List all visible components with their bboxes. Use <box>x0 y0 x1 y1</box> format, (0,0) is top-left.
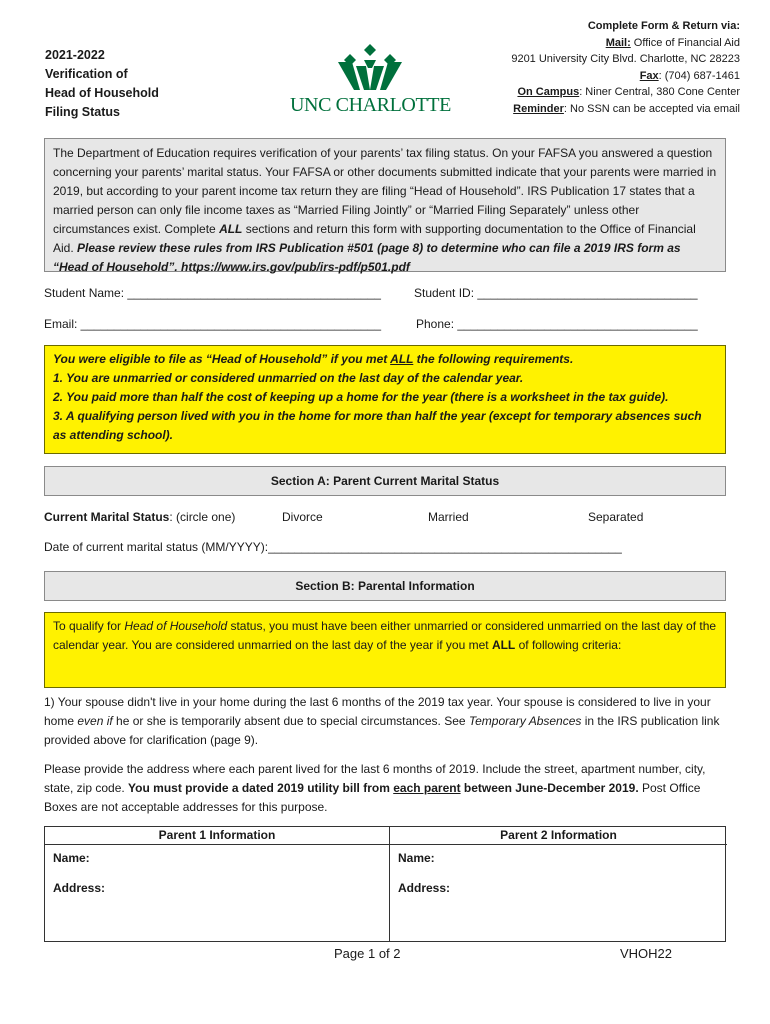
marital-date-field[interactable]: Date of current marital status (MM/YYYY):_____________________________________________________ <box>44 540 622 554</box>
campus-label: On Campus <box>517 86 580 98</box>
marital-status-label: Current Marital Status: (circle one) <box>44 510 236 524</box>
mail-line <box>511 35 740 52</box>
intro-text-b: sections and return this form with supporting documentation to the Office of Financial Aid. <box>53 222 696 255</box>
parent-2-address-field[interactable]: Address: <box>398 881 451 895</box>
requirement-3: 3. A qualifying person lived with you in the home for more than half the year (except for temporary absences such as attending school). <box>53 409 702 442</box>
section-b-header: Section B: Parental Information <box>44 571 726 601</box>
marital-status-row <box>44 510 726 528</box>
parent-1-column <box>45 827 390 941</box>
option-married[interactable]: Married <box>428 510 469 524</box>
spouse-rule: 1) Your spouse didn't live in your home during the last 6 months of the 2019 tax year. Your spouse is considered to live in your home even if he or she is temporarily absent due to special circumstances. See Temporary Absences in the IRS publication link provided above for clarification (page 9). <box>44 695 720 747</box>
address-instructions: Please provide the address where each parent lived for the last 6 months of 2019. Include the street, apartment number, city, state, zip code. You must provide a dated 2019 utility bill from each parent between June-December 2019. Post Office Boxes are not acceptable addresses for this purpose. <box>44 762 706 814</box>
crown-icon <box>334 44 406 94</box>
contact-info <box>511 18 740 117</box>
form-title <box>45 46 159 122</box>
reminder-value: : No SSN can be accepted via email <box>563 102 740 115</box>
option-separated[interactable]: Separated <box>588 510 644 524</box>
requirement-2: 2. You paid more than half the cost of keeping up a home for the year (there is a worksheet in the tax guide). <box>53 390 669 404</box>
email-field[interactable]: Email: _____________________________________________ <box>44 317 381 331</box>
parent-2-header: Parent 2 Information <box>390 827 727 845</box>
fax-label: Fax <box>639 69 659 82</box>
fax-value: : (704) 687-1461 <box>658 69 740 82</box>
requirements-intro: You were eligible to file as “Head of Household” if you met ALL the following requirements. <box>53 352 574 366</box>
section-a-header: Section A: Parent Current Marital Status <box>44 466 726 496</box>
mail-address: 9201 University City Blvd. Charlotte, NC 28223 <box>511 53 740 65</box>
campus-value: : Niner Central, 380 Cone Center <box>579 86 740 98</box>
logo-wordmark: UNC CHARLOTTE <box>290 94 451 116</box>
title-line-2: Verification of <box>45 67 128 81</box>
qualify-box: To qualify for Head of Household status, you must have been either unmarried or considered unmarried on the last day of the calendar year. You are considered unmarried on the last day of the year if you met ALL of following criteria: <box>44 612 726 688</box>
reminder-label: Reminder <box>513 102 564 115</box>
parent-1-address-field[interactable]: Address: <box>53 881 106 895</box>
title-line-3: Head of Household <box>45 86 159 100</box>
parent-2-name-field[interactable]: Name: <box>398 851 435 865</box>
option-divorce[interactable]: Divorce <box>282 510 323 524</box>
student-id-field[interactable]: Student ID: _________________________________ <box>414 286 698 300</box>
phone-field[interactable]: Phone: ____________________________________ <box>416 317 698 331</box>
requirement-1: 1. You are unmarried or considered unmarried on the last day of the calendar year. <box>53 371 524 385</box>
campus-line <box>511 84 740 101</box>
form-code: VHOH22 <box>620 946 673 961</box>
unc-charlotte-logo <box>290 44 450 118</box>
intro-all: ALL <box>219 222 243 236</box>
intro-text-c[interactable]: Please review these rules from IRS Publication #501 (page 8) to determine who can file a 2019 IRS form as “Head of Household”. https://www.irs.gov/pub/irs-pdf/p501.pdf <box>53 241 681 274</box>
student-name-field[interactable]: Student Name: ______________________________________ <box>44 286 381 300</box>
title-line-4: Filing Status <box>45 105 120 119</box>
mail-label: Mail: <box>605 36 631 49</box>
parent-1-header: Parent 1 Information <box>45 827 389 845</box>
mail-value: Office of Financial Aid <box>630 36 740 49</box>
return-instructions: Complete Form & Return via: <box>587 20 740 32</box>
intro-box <box>44 138 726 272</box>
parent-1-name-field[interactable]: Name: <box>53 851 90 865</box>
parent-info-table <box>44 826 726 942</box>
requirements-box <box>44 345 726 454</box>
intro-text-a: The Department of Education requires verification of your parents’ tax filing status. On your FAFSA you answered a question concerning your parents’ marital status. Your FAFSA or other documents submitted indicate that your parents were married in 2019, but according to your parent income tax return they are filing “Head of Household”. IRS Publication 17 states that a married person can only file income taxes as “Married Filing Jointly” or “Married Filing Separately” unless other circumstances exist. Complete <box>53 146 717 236</box>
parent-2-column <box>390 827 727 941</box>
reminder-line <box>511 101 740 118</box>
title-year: 2021-2022 <box>45 48 105 62</box>
page-number: Page 1 of 2 <box>334 946 401 961</box>
fax-line <box>511 68 740 85</box>
